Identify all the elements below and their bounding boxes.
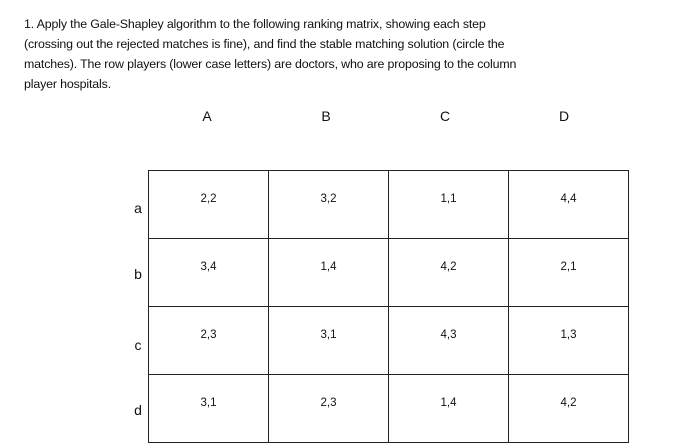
matrix-cell: 1,4: [389, 375, 509, 443]
row-label-b: b: [134, 266, 142, 282]
row-label-a: a: [134, 200, 142, 216]
matrix-row-c: [149, 307, 629, 375]
matrix-cell: 1,3: [509, 307, 629, 375]
ranking-matrix: [148, 170, 629, 443]
matrix-cell: 2,1: [509, 239, 629, 307]
column-label-a: A: [202, 108, 212, 124]
row-label-d: d: [134, 402, 142, 418]
matrix-cell: 4,2: [389, 239, 509, 307]
question-text: [24, 14, 624, 94]
question-line: player hospitals.: [24, 77, 111, 91]
question-line: 1. Apply the Gale-Shapley algorithm to the following ranking matrix, showing each step: [24, 17, 486, 31]
matrix-cell: 2,3: [269, 375, 389, 443]
matrix-row-d: [149, 375, 629, 443]
question-line: matches). The row players (lower case letters) are doctors, who are proposing to the column: [24, 57, 517, 71]
matrix-cell: 3,4: [149, 239, 269, 307]
matrix-cell: 3,2: [269, 171, 389, 239]
matrix-row-b: [149, 239, 629, 307]
matrix-cell: 3,1: [149, 375, 269, 443]
matrix-cell: 1,4: [269, 239, 389, 307]
row-label-c: c: [134, 337, 142, 353]
column-label-b: B: [321, 108, 331, 124]
matrix-cell: 4,3: [389, 307, 509, 375]
question-line: (crossing out the rejected matches is fine), and find the stable matching solution (circle the: [24, 37, 505, 51]
column-label-d: D: [558, 108, 570, 124]
matrix-cell: 2,2: [149, 171, 269, 239]
matrix-cell: 4,4: [509, 171, 629, 239]
matrix-cell: 2,3: [149, 307, 269, 375]
matrix-row-a: [149, 171, 629, 239]
column-label-c: C: [439, 108, 451, 124]
matrix-cell: 1,1: [389, 171, 509, 239]
matrix-cell: 4,2: [509, 375, 629, 443]
matrix-cell: 3,1: [269, 307, 389, 375]
